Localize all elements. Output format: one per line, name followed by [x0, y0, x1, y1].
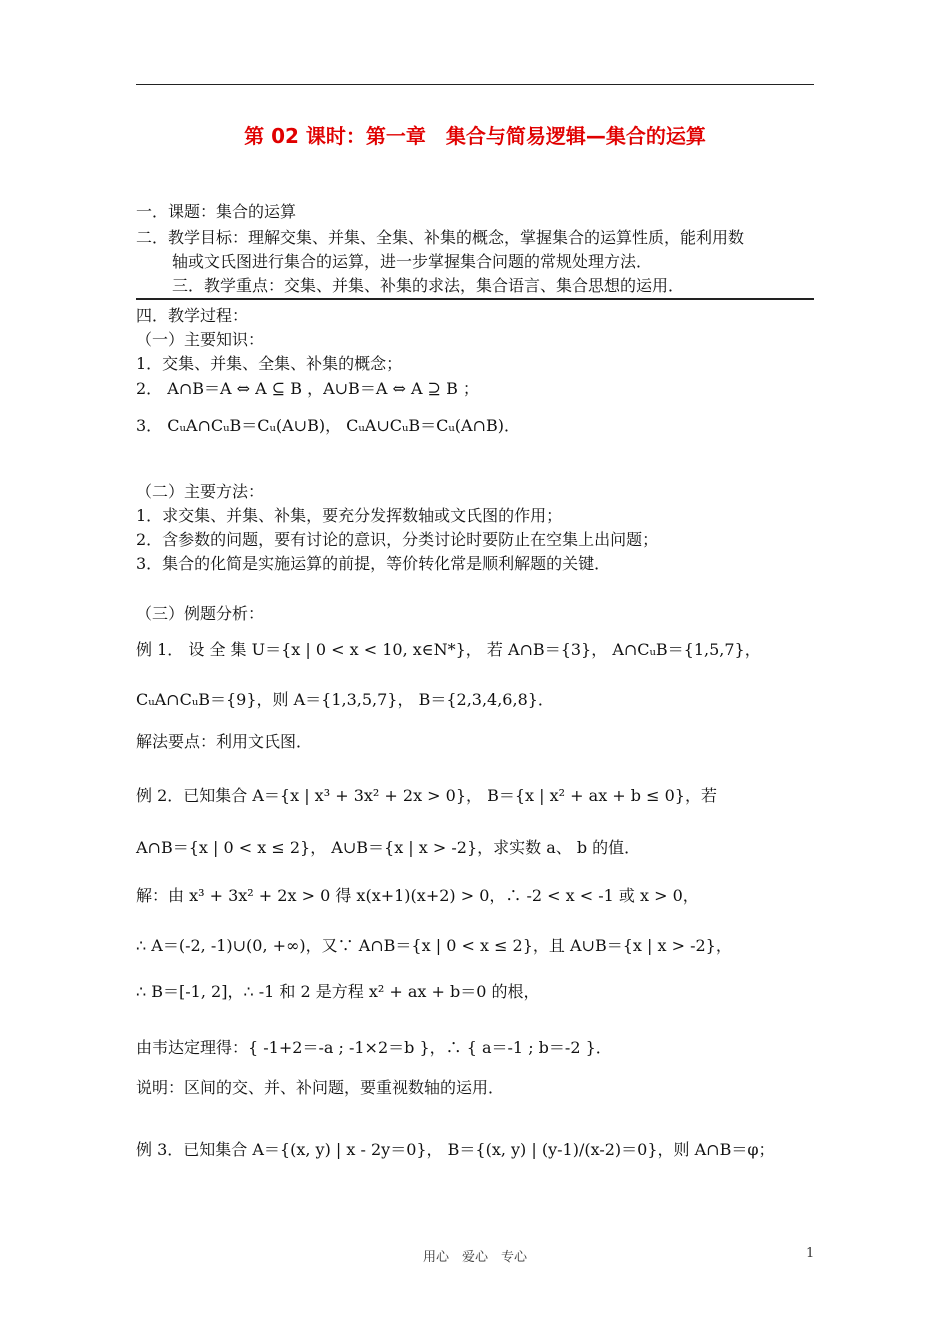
text-line: 2．含参数的问题，要有讨论的意识，分类讨论时要防止在空集上出问题；: [136, 530, 659, 549]
text-line: A∩B＝{x | 0 < x ≤ 2}， A∪B＝{x | x > -2}，求实数 a、 b 的值．: [136, 838, 641, 857]
text-line: 例 2．已知集合 A＝{x | x³ + 3x² + 2x > 0}， B＝{x | x² + ax + b ≤ 0}，若: [136, 786, 717, 805]
text-line: 解：由 x³ + 3x² + 2x > 0 得 x(x+1)(x+2) > 0，∴ -2 < x < -1 或 x > 0，: [136, 886, 699, 905]
text-line: 说明：区间的交、并、补问题，要重视数轴的运用．: [136, 1078, 505, 1097]
page-title: 第 02 课时：第一章 集合与简易逻辑—集合的运算: [244, 124, 706, 148]
text-line: 例 1． 设 全 集 U＝{x | 0 < x < 10, x∈N*}， 若 A∩B＝{3}， A∩CᵤB＝{1,5,7}，: [136, 640, 761, 659]
text-line: ∴ A＝(-2, -1)∪(0, +∞)，又∵ A∩B＝{x | 0 < x ≤ 2}，且 A∪B＝{x | x > -2}，: [136, 936, 732, 955]
top-rule: [136, 84, 814, 85]
text-line: 3．集合的化简是实施运算的前提，等价转化常是顺利解题的关键．: [136, 554, 611, 573]
text-line: 例 3．已知集合 A＝{(x, y) | x - 2y＝0}， B＝{(x, y) | (y-1)/(x-2)＝0}，则 A∩B＝φ；: [136, 1140, 775, 1159]
text-line: 一．课题：集合的运算: [136, 202, 297, 221]
text-line: 四．教学过程：: [136, 306, 249, 325]
text-line: 三．教学重点：交集、并集、补集的求法，集合语言、集合思想的运用．: [172, 276, 685, 295]
text-line: 二．教学目标：理解交集、并集、全集、补集的概念，掌握集合的运算性质，能利用数: [136, 228, 745, 247]
page-number: 1: [806, 1246, 815, 1261]
text-line: 由韦达定理得：{ -1+2＝-a ; -1×2＝b }，∴ { a＝-1 ; b＝-2 }．: [136, 1038, 612, 1057]
text-line: 2． A∩B＝A ⇔ A ⊆ B ，A∪B＝A ⇔ A ⊇ B ；: [136, 379, 479, 398]
text-line: 1．交集、并集、全集、补集的概念；: [136, 354, 403, 373]
page-footer: 用心 爱心 专心: [422, 1250, 527, 1265]
text-line: 1．求交集、并集、补集，要充分发挥数轴或文氏图的作用；: [136, 506, 563, 525]
text-line: 轴或文氏图进行集合的运算，进一步掌握集合问题的常规处理方法．: [172, 252, 653, 271]
text-line: 3． CᵤA∩CᵤB＝Cᵤ(A∪B)， CᵤA∪CᵤB＝Cᵤ(A∩B)．: [136, 416, 520, 435]
text-line: 解法要点：利用文氏图．: [136, 732, 313, 751]
text-line: （二）主要方法：: [136, 482, 265, 501]
text-line: （三）例题分析：: [136, 604, 265, 623]
text-line: ∴ B＝[-1, 2]，∴ -1 和 2 是方程 x² + ax + b＝0 的根，: [136, 982, 540, 1001]
text-line: （一）主要知识：: [136, 330, 265, 349]
section-divider: [136, 298, 814, 300]
text-line: CᵤA∩CᵤB＝{9}，则 A＝{1,3,5,7}， B＝{2,3,4,6,8}．: [136, 690, 554, 709]
